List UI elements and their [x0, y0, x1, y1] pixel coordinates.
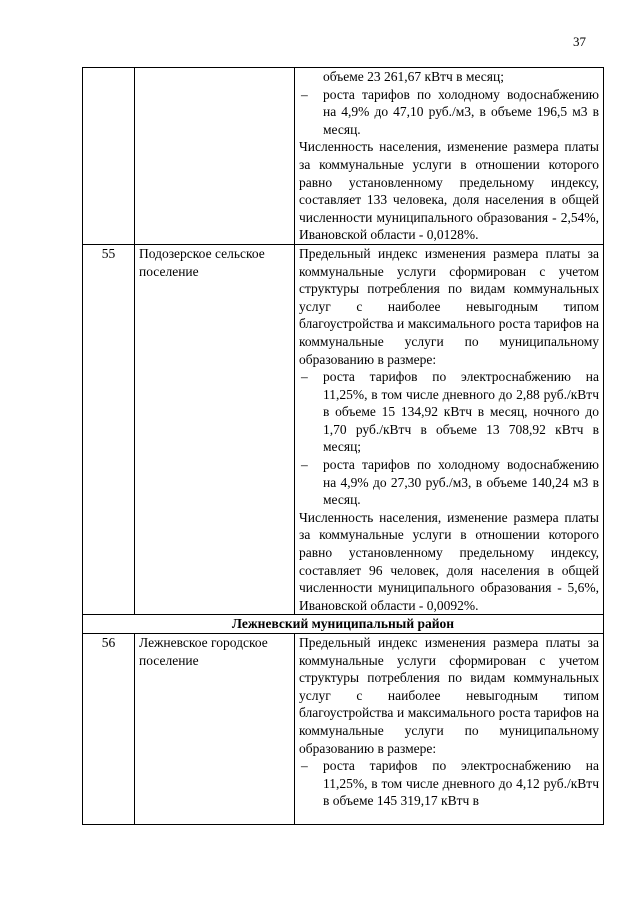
row-description — [295, 244, 604, 614]
municipality-name — [135, 68, 295, 245]
continued-line: объеме 23 261,67 кВтч в месяц; — [323, 69, 504, 84]
bullet-dash: – — [301, 758, 308, 774]
row-description — [295, 634, 604, 825]
row-number: 56 — [83, 634, 135, 825]
list-item — [299, 368, 599, 456]
page-number: 37 — [573, 34, 586, 49]
row-description — [295, 68, 604, 245]
municipality-name: Лежневское городское поселение — [135, 634, 295, 825]
table-section-row — [83, 615, 604, 634]
municipality-name: Подозерское сельское поселение — [135, 244, 295, 614]
bullet-list — [299, 757, 599, 810]
bullet-dash: – — [301, 457, 308, 473]
list-item-text: роста тарифов по холодному водоснабжению на 4,9% до 27,30 руб./м3, в объеме 140,24 м3 в месяц. — [323, 457, 599, 508]
tariff-table — [82, 67, 604, 825]
bullet-list — [299, 368, 599, 509]
intro-text: Предельный индекс изменения размера платы за коммунальные услуги сформирован с учетом структуры потребления по видам коммунальных услуг с наиболее невыгодным типом благоустройства и максимального роста тарифов на коммунальные услуги по муниципальному образованию в размере: — [299, 635, 599, 756]
table-row — [83, 634, 604, 825]
list-item — [299, 456, 599, 509]
population-text: Численность населения, изменение размера платы за коммунальные услуги в отношении которого равно установленному предельному индексу, составляет 133 человека, доля населения в общей численности муниципального образования - 2,54%, Ивановской области - 0,0128%. — [299, 139, 599, 243]
intro-text: Предельный индекс изменения размера платы за коммунальные услуги сформирован с учетом структуры потребления по видам коммунальных услуг с наиболее невыгодным типом благоустройства и максимального роста тарифов на коммунальные услуги по муниципальному образованию в размере: — [299, 245, 599, 367]
cut-container — [299, 634, 599, 824]
list-item-text: роста тарифов по электроснабжению на 11,25%, в том числе дневного до 2,88 руб./кВтч в объеме 15 134,92 кВтч в месяц, ночного до 1,70 руб./кВтч в объеме 13 708,92 кВтч в месяц; — [323, 369, 599, 455]
bullet-dash: – — [301, 86, 308, 102]
table-row — [83, 68, 604, 245]
list-item-text: роста тарифов по электроснабжению на 11,25%, в том числе дневного до 4,12 руб./кВтч в объеме 145 319,17 кВтч в — [323, 758, 599, 809]
section-heading: Лежневский муниципальный район — [83, 615, 604, 634]
row-number: 55 — [83, 244, 135, 614]
list-item — [299, 757, 599, 810]
row-number — [83, 68, 135, 245]
population-text: Численность населения, изменение размера платы за коммунальные услуги в отношении которого равно установленному предельному индексу, составляет 96 человек, доля населения в общей численности муниципального образования - 5,6%, Ивановской области - 0,0092%. — [299, 509, 599, 613]
table-row — [83, 244, 604, 614]
bullet-dash: – — [301, 369, 308, 385]
list-item-text: роста тарифов по холодному водоснабжению на 4,9% до 47,10 руб./м3, в объеме 196,5 м3 в месяц. — [323, 86, 599, 137]
list-item — [299, 86, 599, 139]
bullet-list — [299, 86, 599, 139]
